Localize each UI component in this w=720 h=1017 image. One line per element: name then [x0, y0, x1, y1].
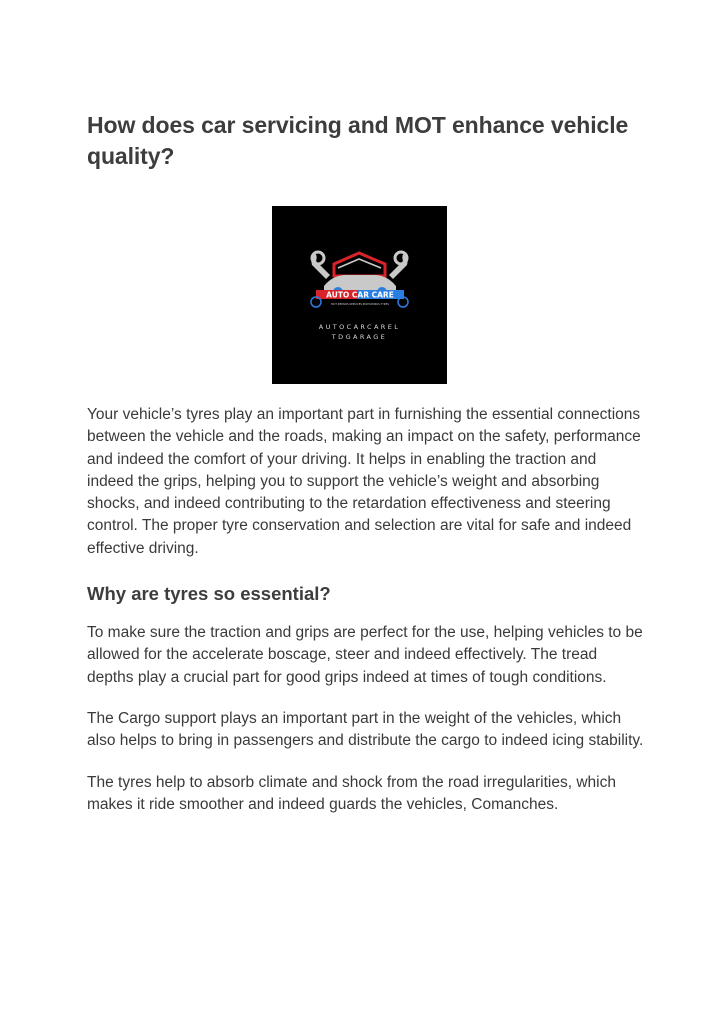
company-logo: [272, 206, 447, 384]
body-paragraph-3: The tyres help to absorb climate and shock from the road irregularities, which makes it ride smoother and indeed guards the vehicles, Comanches.: [87, 773, 616, 813]
body-paragraph-1: To make sure the traction and grips are perfect for the use, helping vehicles to be allowed for the accelerate boscage, steer and indeed effectively. The tread depths play a crucial part for good grips indeed at times of tough conditions.: [87, 624, 643, 686]
svg-text:AUTO CAR CARE: AUTO CAR CARE: [326, 290, 394, 300]
svg-text:MOT·REPAIRS·SERVICES·BODYWORKS: MOT·REPAIRS·SERVICES·BODYWORKS·TYRES: [331, 303, 389, 306]
body-paragraph-2: The Cargo support plays an important part in the weight of the vehicles, which also helps to bring in passengers and distribute the cargo to indeed icing stability.: [87, 709, 644, 750]
logo-caption-line1: AUTOCARCAREL: [318, 323, 401, 331]
car-care-logo-icon: [272, 206, 447, 384]
article-title: How does car servicing and MOT enhance vehicle quality?: [87, 112, 629, 169]
document-page: [87, 110, 647, 816]
section-heading: Why are tyres so essential?: [87, 583, 331, 605]
intro-paragraph: Your vehicle’s tyres play an important part in furnishing the essential connections between the vehicle and the roads, making an impact on the safety, performance and indeed the comfort of your driving. It helps in enabling the traction and indeed the grips, helping you to support the vehicle’s weight and absorbing shocks, and indeed contributing to the retardation effectiveness and steering control. The proper tyre conservation and selection are vital for safe and indeed effective driving.: [87, 406, 641, 557]
logo-caption-line2: TDGARAGE: [331, 333, 388, 341]
